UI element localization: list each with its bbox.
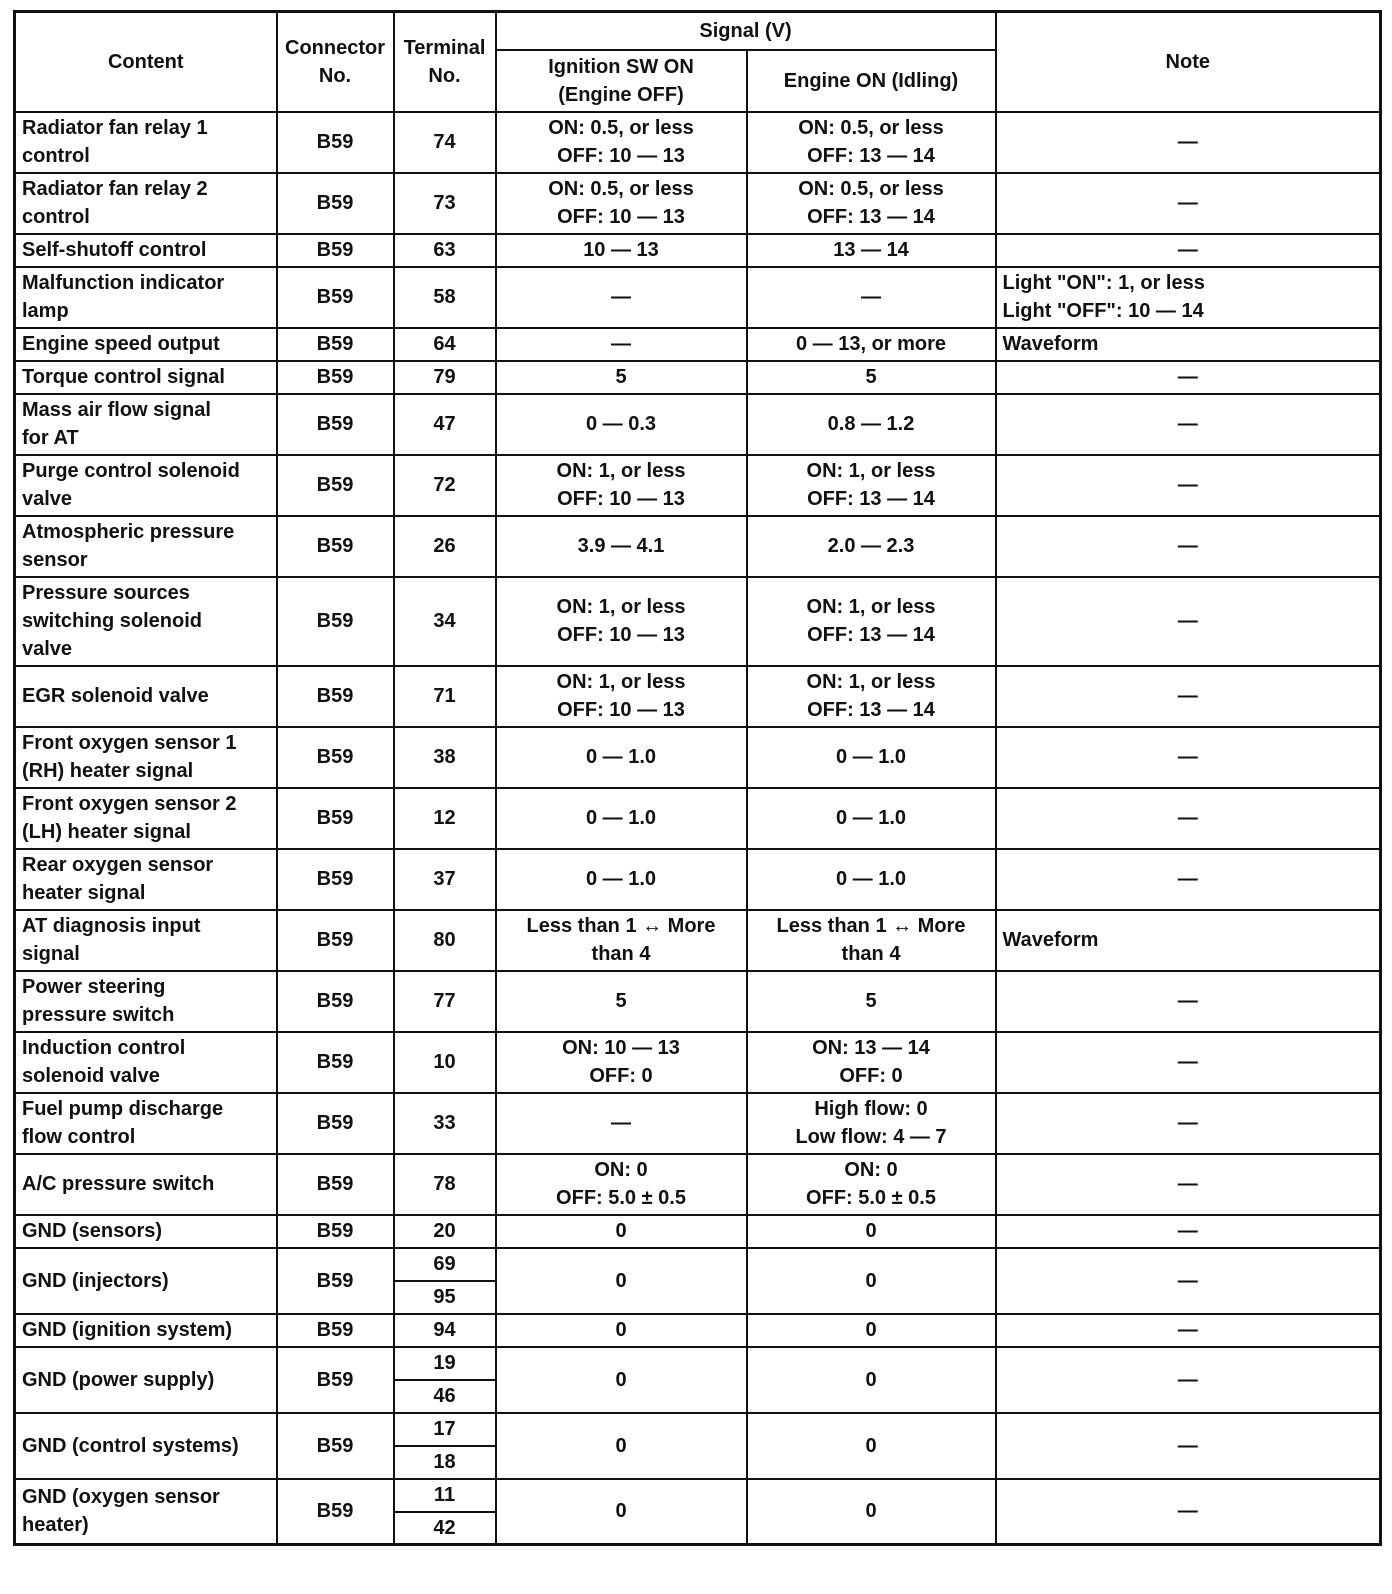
connector-cell: B59 — [277, 788, 394, 849]
connector-cell: B59 — [277, 1413, 394, 1479]
terminal-cell: 42 — [394, 1512, 496, 1545]
connector-cell: B59 — [277, 234, 394, 267]
table-row — [15, 234, 1381, 267]
ignition-signal-cell: — — [496, 1093, 747, 1154]
header-signal: Signal (V) — [496, 12, 996, 50]
engine-signal-cell: — — [747, 267, 996, 328]
ignition-signal-cell: 0 — 0.3 — [496, 394, 747, 455]
table-row — [15, 666, 1381, 727]
engine-signal-cell: 13 — 14 — [747, 234, 996, 267]
engine-signal-cell: 0 — [747, 1413, 996, 1479]
content-cell: Malfunction indicator lamp — [15, 267, 277, 328]
engine-signal-cell: 0 — [747, 1248, 996, 1314]
engine-signal-cell: High flow: 0 Low flow: 4 — 7 — [747, 1093, 996, 1154]
content-cell: Self-shutoff control — [15, 234, 277, 267]
table-row — [15, 727, 1381, 788]
engine-signal-cell: ON: 1, or less OFF: 13 — 14 — [747, 577, 996, 666]
table-row — [15, 516, 1381, 577]
terminal-cell: 79 — [394, 361, 496, 394]
terminal-cell: 33 — [394, 1093, 496, 1154]
note-cell: — — [996, 1248, 1381, 1314]
terminal-cell: 73 — [394, 173, 496, 234]
content-cell: GND (sensors) — [15, 1215, 277, 1248]
connector-cell: B59 — [277, 666, 394, 727]
connector-cell: B59 — [277, 361, 394, 394]
ignition-signal-cell: ON: 1, or less OFF: 10 — 13 — [496, 666, 747, 727]
engine-signal-cell: ON: 13 — 14 OFF: 0 — [747, 1032, 996, 1093]
note-cell: — — [996, 1413, 1381, 1479]
terminal-cell: 78 — [394, 1154, 496, 1215]
connector-cell: B59 — [277, 1154, 394, 1215]
connector-cell: B59 — [277, 1032, 394, 1093]
content-cell: A/C pressure switch — [15, 1154, 277, 1215]
ignition-signal-cell: 3.9 — 4.1 — [496, 516, 747, 577]
ignition-signal-cell: ON: 0 OFF: 5.0 ± 0.5 — [496, 1154, 747, 1215]
note-cell: — — [996, 455, 1381, 516]
table-row — [15, 1347, 1381, 1380]
ignition-signal-cell: 0 — [496, 1248, 747, 1314]
note-cell: — — [996, 577, 1381, 666]
table-row — [15, 788, 1381, 849]
note-cell: — — [996, 1347, 1381, 1413]
engine-signal-cell: 0 — [747, 1314, 996, 1347]
engine-signal-cell: ON: 0 OFF: 5.0 ± 0.5 — [747, 1154, 996, 1215]
table-row — [15, 1093, 1381, 1154]
table-row — [15, 849, 1381, 910]
engine-signal-cell: Less than 1 ↔ More than 4 — [747, 910, 996, 971]
header-connector-no: Connector No. — [277, 12, 394, 112]
header-ignition-sw-on: Ignition SW ON (Engine OFF) — [496, 50, 747, 112]
connector-cell: B59 — [277, 1479, 394, 1545]
table-row — [15, 173, 1381, 234]
content-cell: Induction control solenoid valve — [15, 1032, 277, 1093]
table-row — [15, 910, 1381, 971]
table-row — [15, 1215, 1381, 1248]
note-cell: — — [996, 361, 1381, 394]
note-cell: — — [996, 394, 1381, 455]
terminal-cell: 69 — [394, 1248, 496, 1281]
engine-signal-cell: 0.8 — 1.2 — [747, 394, 996, 455]
ignition-signal-cell: 0 — 1.0 — [496, 788, 747, 849]
terminal-cell: 34 — [394, 577, 496, 666]
note-cell: — — [996, 1314, 1381, 1347]
terminal-cell: 64 — [394, 328, 496, 361]
terminal-cell: 11 — [394, 1479, 496, 1512]
note-cell: Waveform — [996, 328, 1381, 361]
table-row — [15, 1314, 1381, 1347]
connector-cell: B59 — [277, 1093, 394, 1154]
engine-signal-cell: 0 — 1.0 — [747, 788, 996, 849]
content-cell: Rear oxygen sensor heater signal — [15, 849, 277, 910]
note-cell: Waveform — [996, 910, 1381, 971]
engine-signal-cell: ON: 0.5, or less OFF: 13 — 14 — [747, 112, 996, 173]
connector-cell: B59 — [277, 910, 394, 971]
terminal-cell: 37 — [394, 849, 496, 910]
terminal-cell: 19 — [394, 1347, 496, 1380]
note-cell: — — [996, 516, 1381, 577]
terminal-cell: 26 — [394, 516, 496, 577]
connector-cell: B59 — [277, 1248, 394, 1314]
content-cell: Front oxygen sensor 2 (LH) heater signal — [15, 788, 277, 849]
content-cell: Pressure sources switching solenoid valve — [15, 577, 277, 666]
note-cell: — — [996, 1032, 1381, 1093]
engine-signal-cell: 2.0 — 2.3 — [747, 516, 996, 577]
content-cell: Fuel pump discharge flow control — [15, 1093, 277, 1154]
engine-signal-cell: 0 — [747, 1347, 996, 1413]
terminal-cell: 72 — [394, 455, 496, 516]
terminal-cell: 18 — [394, 1446, 496, 1479]
note-cell: — — [996, 112, 1381, 173]
header-engine-on: Engine ON (Idling) — [747, 50, 996, 112]
note-cell: — — [996, 173, 1381, 234]
engine-signal-cell: 0 — 1.0 — [747, 727, 996, 788]
content-cell: Purge control solenoid valve — [15, 455, 277, 516]
ignition-signal-cell: 0 — [496, 1347, 747, 1413]
ignition-signal-cell: 0 — [496, 1314, 747, 1347]
connector-cell: B59 — [277, 1215, 394, 1248]
connector-cell: B59 — [277, 727, 394, 788]
connector-cell: B59 — [277, 112, 394, 173]
table-row — [15, 577, 1381, 666]
table-row — [15, 394, 1381, 455]
connector-cell: B59 — [277, 1347, 394, 1413]
connector-cell: B59 — [277, 394, 394, 455]
table-row — [15, 455, 1381, 516]
connector-cell: B59 — [277, 971, 394, 1032]
ignition-signal-cell: 0 — [496, 1215, 747, 1248]
table-row — [15, 361, 1381, 394]
table-row — [15, 971, 1381, 1032]
ignition-signal-cell: 0 — [496, 1479, 747, 1545]
engine-signal-cell: 0 — [747, 1479, 996, 1545]
header-row-1 — [15, 12, 1381, 50]
ignition-signal-cell: 10 — 13 — [496, 234, 747, 267]
note-cell: — — [996, 1154, 1381, 1215]
table-row — [15, 112, 1381, 173]
content-cell: Mass air flow signal for AT — [15, 394, 277, 455]
content-cell: Radiator fan relay 1 control — [15, 112, 277, 173]
content-cell: Power steering pressure switch — [15, 971, 277, 1032]
header-terminal-no: Terminal No. — [394, 12, 496, 112]
content-cell: GND (control systems) — [15, 1413, 277, 1479]
ignition-signal-cell: ON: 0.5, or less OFF: 10 — 13 — [496, 112, 747, 173]
note-cell: — — [996, 1479, 1381, 1545]
engine-signal-cell: ON: 1, or less OFF: 13 — 14 — [747, 666, 996, 727]
content-cell: EGR solenoid valve — [15, 666, 277, 727]
content-cell: GND (power supply) — [15, 1347, 277, 1413]
ignition-signal-cell: 0 — 1.0 — [496, 849, 747, 910]
connector-cell: B59 — [277, 173, 394, 234]
table-row — [15, 267, 1381, 328]
ignition-signal-cell: Less than 1 ↔ More than 4 — [496, 910, 747, 971]
terminal-cell: 38 — [394, 727, 496, 788]
connector-cell: B59 — [277, 455, 394, 516]
content-cell: Atmospheric pressure sensor — [15, 516, 277, 577]
table-body — [15, 112, 1381, 1545]
terminal-cell: 58 — [394, 267, 496, 328]
connector-cell: B59 — [277, 577, 394, 666]
ignition-signal-cell: 5 — [496, 971, 747, 1032]
terminal-cell: 71 — [394, 666, 496, 727]
engine-signal-cell: 0 — 1.0 — [747, 849, 996, 910]
ignition-signal-cell: 0 — 1.0 — [496, 727, 747, 788]
content-cell: GND (injectors) — [15, 1248, 277, 1314]
header-content: Content — [15, 12, 277, 112]
note-cell: — — [996, 788, 1381, 849]
note-cell: — — [996, 234, 1381, 267]
table-row — [15, 1154, 1381, 1215]
terminal-cell: 80 — [394, 910, 496, 971]
note-cell: — — [996, 849, 1381, 910]
note-cell: — — [996, 666, 1381, 727]
ignition-signal-cell: 0 — [496, 1413, 747, 1479]
note-cell: — — [996, 727, 1381, 788]
engine-signal-cell: ON: 1, or less OFF: 13 — 14 — [747, 455, 996, 516]
content-cell: Torque control signal — [15, 361, 277, 394]
terminal-cell: 20 — [394, 1215, 496, 1248]
ignition-signal-cell: ON: 10 — 13 OFF: 0 — [496, 1032, 747, 1093]
note-cell: — — [996, 971, 1381, 1032]
page — [13, 10, 1382, 1546]
terminal-cell: 17 — [394, 1413, 496, 1446]
ignition-signal-cell: — — [496, 328, 747, 361]
connector-cell: B59 — [277, 267, 394, 328]
ignition-signal-cell: 5 — [496, 361, 747, 394]
content-cell: Engine speed output — [15, 328, 277, 361]
content-cell: GND (ignition system) — [15, 1314, 277, 1347]
terminal-cell: 94 — [394, 1314, 496, 1347]
table-row — [15, 1032, 1381, 1093]
connector-cell: B59 — [277, 516, 394, 577]
engine-signal-cell: 5 — [747, 971, 996, 1032]
terminal-cell: 95 — [394, 1281, 496, 1314]
table-row — [15, 328, 1381, 361]
terminal-cell: 46 — [394, 1380, 496, 1413]
engine-signal-cell: 0 — 13, or more — [747, 328, 996, 361]
engine-signal-cell: 0 — [747, 1215, 996, 1248]
content-cell: AT diagnosis input signal — [15, 910, 277, 971]
connector-cell: B59 — [277, 328, 394, 361]
content-cell: GND (oxygen sensor heater) — [15, 1479, 277, 1545]
ignition-signal-cell: ON: 0.5, or less OFF: 10 — 13 — [496, 173, 747, 234]
ignition-signal-cell: ON: 1, or less OFF: 10 — 13 — [496, 455, 747, 516]
table-row — [15, 1413, 1381, 1446]
content-cell: Radiator fan relay 2 control — [15, 173, 277, 234]
ignition-signal-cell: — — [496, 267, 747, 328]
terminal-cell: 74 — [394, 112, 496, 173]
engine-signal-cell: 5 — [747, 361, 996, 394]
connector-cell: B59 — [277, 849, 394, 910]
table-row — [15, 1479, 1381, 1512]
terminal-cell: 10 — [394, 1032, 496, 1093]
table-row — [15, 1248, 1381, 1281]
engine-signal-cell: ON: 0.5, or less OFF: 13 — 14 — [747, 173, 996, 234]
terminal-cell: 47 — [394, 394, 496, 455]
ignition-signal-cell: ON: 1, or less OFF: 10 — 13 — [496, 577, 747, 666]
signal-spec-table — [13, 10, 1382, 1546]
terminal-cell: 12 — [394, 788, 496, 849]
header-note: Note — [996, 12, 1381, 112]
content-cell: Front oxygen sensor 1 (RH) heater signal — [15, 727, 277, 788]
note-cell: Light "ON": 1, or less Light "OFF": 10 — 14 — [996, 267, 1381, 328]
note-cell: — — [996, 1215, 1381, 1248]
terminal-cell: 77 — [394, 971, 496, 1032]
note-cell: — — [996, 1093, 1381, 1154]
terminal-cell: 63 — [394, 234, 496, 267]
connector-cell: B59 — [277, 1314, 394, 1347]
